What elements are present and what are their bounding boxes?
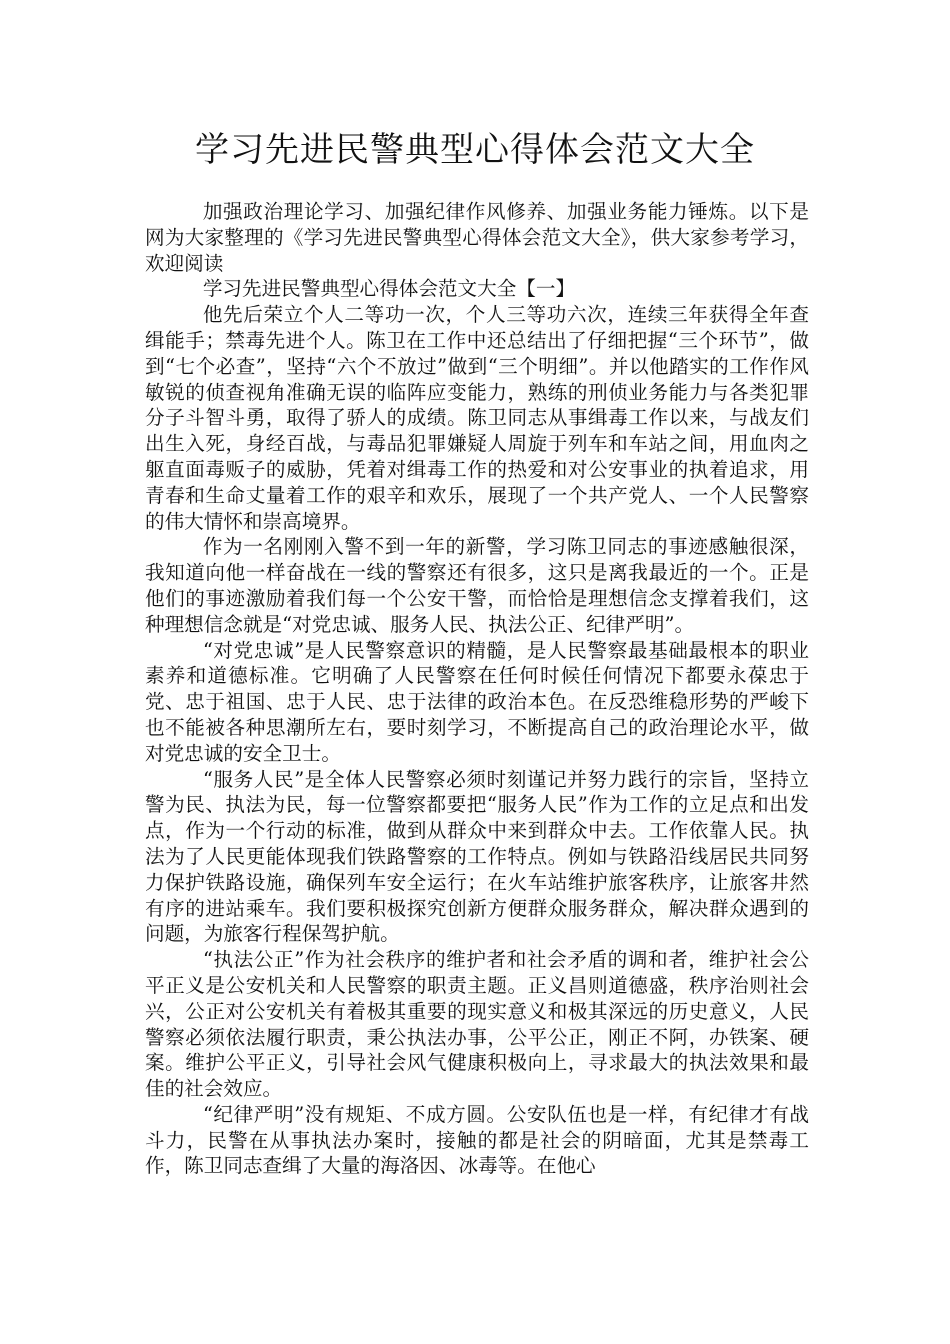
document-title: 学习先进民警典型心得体会范文大全 (195, 130, 755, 170)
document-body (145, 199, 809, 1179)
paragraph: 作为一名刚刚入警不到一年的新警，学习陈卫同志的事迹感触很深，我知道向他一样奋战在一线的警察还有很多，这只是离我最近的一个。正是他们的事迹激励着我们每一个公安干警，而恰恰是理想信念支撑着我们，这种理想信念就是“对党忠诚、服务人民、执法公正、纪律严明”。 (145, 535, 809, 636)
paragraph-intro: 加强政治理论学习、加强纪律作风修养、加强业务能力锤炼。以下是网为大家整理的《学习先进民警典型心得体会范文大全》，供大家参考学习，欢迎阅读 (145, 200, 809, 275)
paragraph: “执法公正”作为社会秩序的维护者和社会矛盾的调和者，维护社会公平正义是公安机关和人民警察的职责主题。正义昌则道德盛，秩序治则社会兴，公正对公安机关有着极其重要的现实意义和极其深远的历史意义，人民警察必须依法履行职责，秉公执法办事，公平公正，刚正不阿，办铁案、硬案。维护公平正义，引导社会风气健康积极向上，寻求最大的执法效果和最佳的社会效应。 (145, 948, 809, 1101)
section-heading: 学习先进民警典型心得体会范文大全【一】 (202, 277, 576, 301)
paragraph: “纪律严明”没有规矩、不成方圆。公安队伍也是一样，有纪律才有战斗力，民警在从事执法办案时，接触的都是社会的阴暗面，尤其是禁毒工作，陈卫同志查缉了大量的海洛因、冰毒等。在他心 (145, 1102, 809, 1178)
paragraph: “服务人民”是全体人民警察必须时刻谨记并努力践行的宗旨，坚持立警为民、执法为民，每一位警察都要把“服务人民”作为工作的立足点和出发点，作为一个行动的标准，做到从群众中来到群众中去。工作依靠人民。执法为了人民更能体现我们铁路警察的工作特点。例如与铁路沿线居民共同努力保护铁路设施，确保列车安全运行；在火车站维护旅客秩序，让旅客井然有序的进站乘车。我们要积极探究创新方便群众服务群众，解决群众遇到的问题，为旅客行程保驾护航。 (145, 767, 809, 946)
paragraph: “对党忠诚”是人民警察意识的精髓，是人民警察最基础最根本的职业素养和道德标准。它明确了人民警察在任何时候任何情况下都要永葆忠于党、忠于祖国、忠于人民、忠于法律的政治本色。在反恐维稳形势的严峻下也不能被各种思潮所左右，要时刻学习，不断提高自己的政治理论水平，做对党忠诚的安全卫士。 (145, 638, 809, 765)
paragraph: 他先后荣立个人二等功一次，个人三等功六次，连续三年获得全年查缉能手；禁毒先进个人。陈卫在工作中还总结出了仔细把握“三个环节”，做到“七个必查”，坚持“六个不放过”做到“三个明细”。并以他踏实的工作作风敏锐的侦查视角准确无误的临阵应变能力，熟练的刑侦业务能力与各类犯罪分子斗智斗勇，取得了骄人的成绩。陈卫同志从事缉毒工作以来，与战友们出生入死，身经百战，与毒品犯罪嫌疑人周旋于列车和车站之间，用血肉之躯直面毒贩子的威胁，凭着对缉毒工作的热爱和对公安事业的执着追求，用青春和生命丈量着工作的艰辛和欢乐，展现了一个共产党人、一个人民警察的伟大情怀和崇高境界。 (145, 303, 809, 533)
